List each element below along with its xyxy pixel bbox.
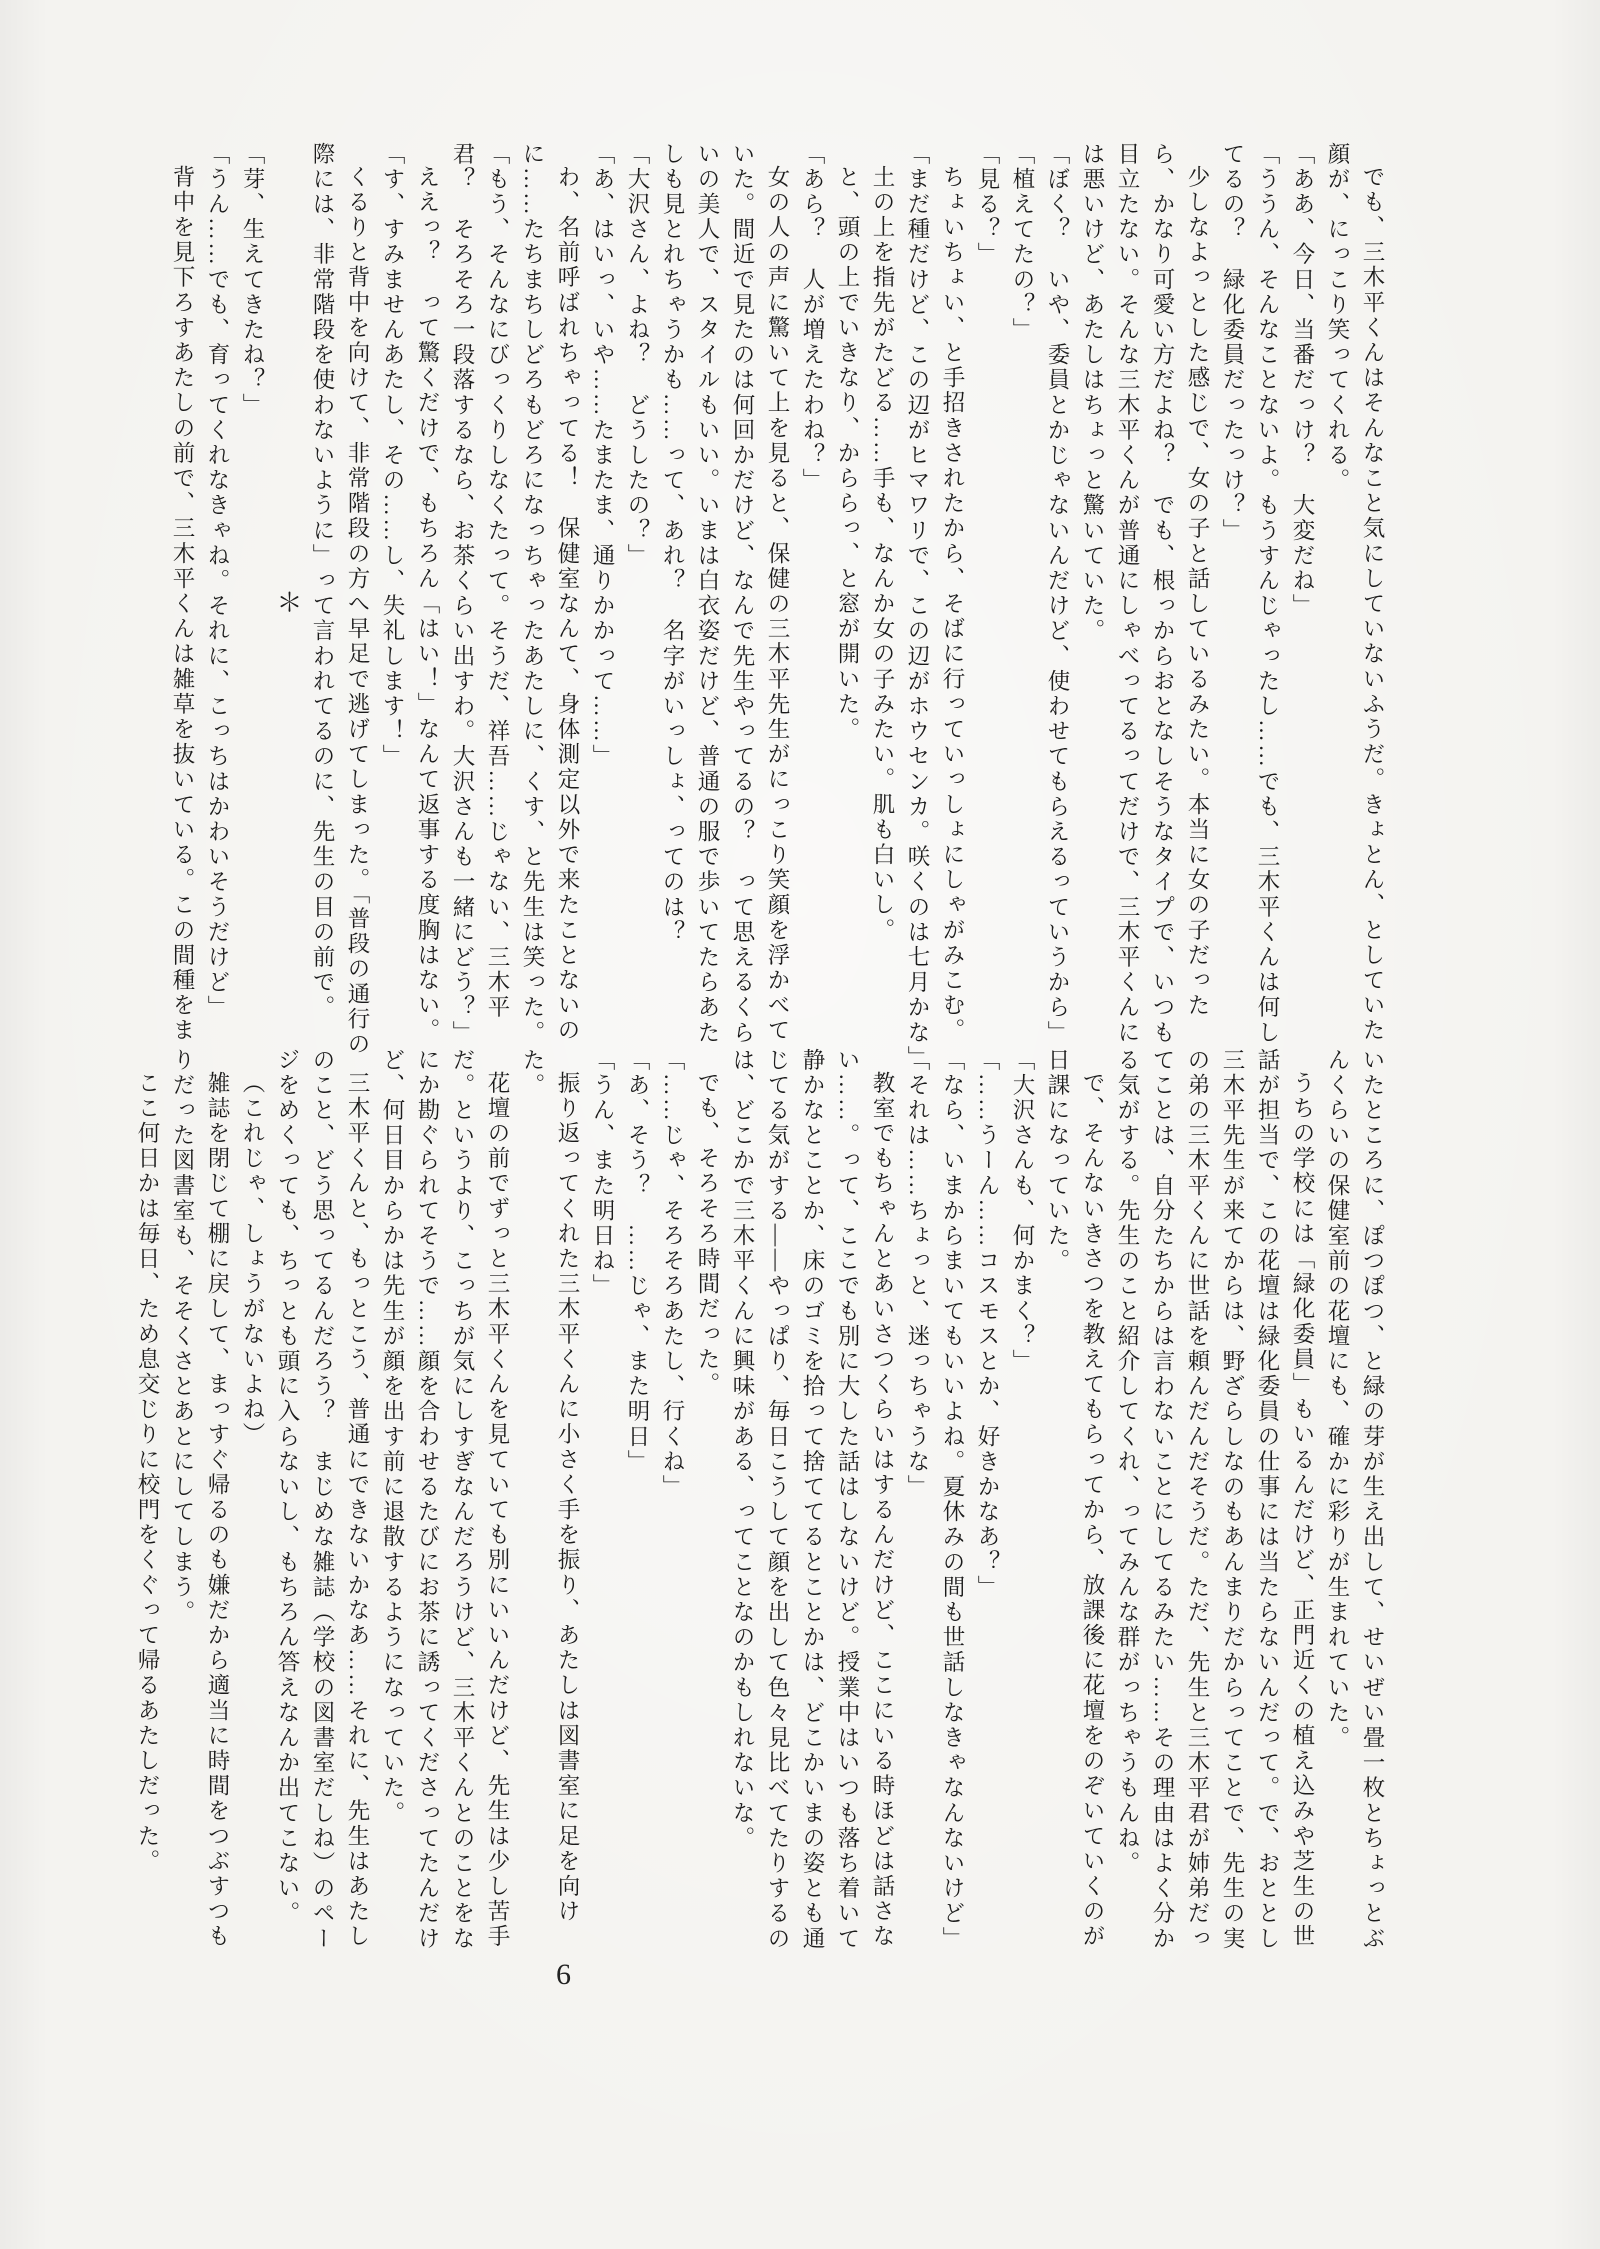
paragraph: 少しなよっとした感じで、女の子と話しているみたい。本当に女の子だったら、かなり可愛い方だよね？ でも、根っからおとなしそうなタイプで、いつも目立たない。そんな三木平くんが普通にしゃべってるってだけで、三木平くんには悪いけど、あたしはちょっと驚いていた。 (1080, 142, 1210, 1046)
paragraph: 花壇の前でずっと三木平くんを見ていても別にいいんだけど、先生は少し苦手だ。というより、こっちが気にしすぎなんだろうけど、三木平くんとのことをなにか勘ぐられてそうで……顔を合わせるたびにお茶に誘ってくださってたんだけど、何日目からかは先生が顔を出す前に退散するようになっていた。 (380, 1048, 510, 1952)
paragraph: 「芽、生えてきたね？」 (240, 142, 265, 419)
paragraph: いたところに、ぽつぽつ、と緑の芽が生え出して、せいぜい畳一枚とちょっとぶんくらいの保健室前の花壇にも、確かに彩りが生まれていた。 (1325, 1048, 1385, 1952)
paragraph: 「うん、また明日ね」 (590, 1048, 615, 1299)
paragraph: 「……じゃ、そろそろあたし、行くね」 (660, 1048, 685, 1500)
paragraph: ちょいちょい、と手招きされたから、そばに行っていっしょにしゃがみこむ。 (940, 164, 965, 1043)
paragraph: 「うん……でも、育ってくれなきゃね。それに、こっちはかわいそうだけど」 (205, 142, 230, 1021)
paragraph: 「植えてたの？」 (1010, 142, 1035, 343)
paragraph: 「す、すみませんあたし、その……し、失礼します！」 (380, 142, 405, 770)
paragraph: 「あ、はいっ、いや……たまたま、通りかかって……」 (590, 142, 615, 770)
paragraph: 「あら？ 人が増えたわね？」 (800, 142, 825, 494)
paragraph: 土の上を指先がたどる……手も、なんか女の子みたい。肌も白いし。 (870, 164, 895, 943)
paragraph: 振り返ってくれた三木平くんに小さく手を振り、あたしは図書室に足を向けた。 (520, 1048, 580, 1924)
paragraph: （これじゃ、しょうがないよね） (240, 1070, 265, 1447)
paragraph: 「大沢さん、よね？ どうしたの？」 (625, 142, 650, 569)
paragraph: くるりと背中を向けて、非常階段の方へ早足で逃げてしまった。「普段の通行の際には、非常階段を使わないように」って言われてるのに、先生の目の前で。 (310, 142, 370, 1057)
paragraph: と、頭の上でいきなり、かららっ、と窓が開いた。 (835, 164, 860, 742)
paragraph: 三木平くんと、もっとこう、普通にできないかなあ……それに、先生はあたしのこと、どう思ってるんだろう？ まじめな雑誌（学校の図書室だしね）のページをめくっても、ちっとも頭に入らないし、もちろん答えなんか出てこない。 (275, 1048, 370, 1952)
paragraph: うちの学校には「緑化委員」もいるんだけど、正門近くの植え込みや芝生の世話が担当で、この花壇は緑化委員の仕事には当たらないんだって。で、おととし三木平先生が来てからは、野ざらしなのもあんまりだからってことで、先生の実の弟の三木平くんに世話を頼んだんだそうだ。ただ、先生と三木平君が姉弟だってことは、自分たちからは言わないことにしてるみたい……その理由はよく分かる気がする。先生のこと紹介してくれ、ってみんな群がっちゃうもんね。 (1115, 1048, 1315, 1952)
paragraph: 「……うーん……コスモスとか、好きかなあ？」 (975, 1048, 1000, 1601)
paragraph: 「大沢さんも、何かまく？」 (1010, 1048, 1035, 1375)
paragraph: 「ううん、そんなことないよ。もうすんじゃったし……でも、三木平くんは何してるの？ 緑化委員だったっけ？」 (1220, 142, 1280, 1046)
paragraph: 「もう、そんなにびっくりしなくたって。そうだ、祥吾……じゃない、三木平君？ そろそろ一段落するなら、お茶くらい出すわ。大沢さんも一緒にどう？」 (450, 142, 510, 1046)
upper-text-block (166, 142, 1390, 1071)
paragraph: 「あ、そう？ ……じゃ、また明日」 (625, 1048, 650, 1475)
paragraph: 雑誌を閉じて棚に戻して、まっすぐ帰るのも嫌だから適当に時間をつぶすつもりだった図書室も、そそくさとあとにしてしまう。 (170, 1048, 230, 1949)
paragraph: 女の人の声に驚いて上を見ると、保健の三木平先生がにっこり笑顔を浮かべていた。間近で見たのは何回かだけど、なんで先生やってるの？ って思えるくらいの美人で、スタイルもいい。いまは白衣姿だけど、普通の服で歩いてたらあたしも見とれちゃうかも……って、あれ？ 名字がいっしょ、ってのは？ (660, 142, 790, 1046)
section-separator: ＊ (273, 589, 302, 615)
paragraph: ええっ？ って驚くだけで、もちろん「はい！」なんて返事する度胸はない。 (415, 164, 440, 1043)
paragraph: 「ああ、今日、当番だっけ？ 大変だね」 (1290, 142, 1315, 619)
paragraph: わ、名前呼ばれちゃってる！ 保健室なんて、身体測定以外で来たことないのに……たちまちしどろもどろになっちゃったあたしに、くす、と先生は笑った。 (520, 142, 580, 1046)
paragraph: 背中を見下ろすあたしの前で、三木平くんは雑草を抜いている。この間種をま (170, 164, 195, 1043)
paragraph: ここ何日かは毎日、ため息交じりに校門をくぐって帰るあたしだった。 (135, 1070, 160, 1874)
paragraph: 教室でもちゃんとあいさつくらいはするんだけど、ここにいる時ほどは話さない……。って、ここでも別に大した話はしないけど。授業中はいつも落ち着いて静かなとことか、床のゴミを拾って捨ててるとことかは、どこかいまの姿とも通じてる気がする――やっぱり、毎日こうして顔を出して色々見比べてたりするのは、どこかで三木平くんに興味がある、ってことなのかもしれないな。 (730, 1048, 895, 1952)
paragraph: 「なら、いまからまいてもいいよね。夏休みの間も世話しなきゃなんないけど」 (940, 1048, 965, 1952)
paragraph: 「ぼく？ いや、委員とかじゃないんだけど、使わせてもらえるっていうから」 (1045, 142, 1070, 1046)
paragraph: で、そんないきさつを教えてもらってから、放課後に花壇をのぞいていくのが日課になっていた。 (1045, 1048, 1105, 1949)
paragraph: でも、そろそろ時間だった。 (695, 1070, 720, 1397)
lower-text-block (134, 1048, 1390, 1972)
paragraph: 「それは……ちょっと、迷っちゃうな」 (905, 1048, 930, 1500)
page-number: 6 (556, 1958, 571, 1991)
paragraph: でも、三木平くんはそんなこと気にしていないふうだ。きょとん、としていた顔が、にっこり笑ってくれる。 (1325, 142, 1385, 1043)
paragraph: 「まだ種だけど、この辺がヒマワリで、この辺がホウセンカ。咲くのは七月かな」 (905, 142, 930, 1071)
paragraph: 「見る？」 (975, 142, 1000, 268)
